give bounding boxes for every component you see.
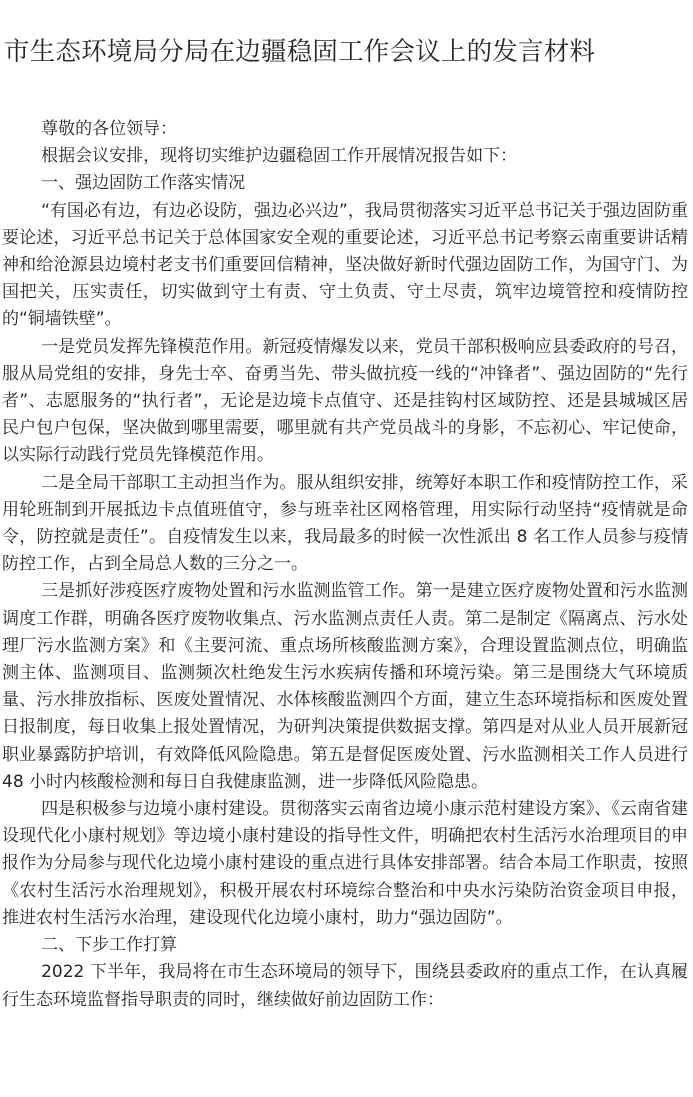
body-paragraph: “有国必有边，有边必设防，强边必兴边”，我局贯彻落实习近平总书记关于强边固防重要论述，习近平总书记关于总体国家安全观的重要论述，习近平总书记考察云南重要讲话精神和给沧源县边境村老支书们重要回信精神，坚决做好新时代强边固防工作，为国守门、为国把关，压实责任，切实做到守土有责、守土负责、守土尽责，筑牢边境管控和疫情防控的“铜墙铁壁”。 [2, 200, 688, 330]
body-paragraph: 三是抓好涉疫医疗废物处置和污水监测监管工作。第一是建立医疗废物处置和污水监测调度工作群，明确各医疗废物收集点、污水监测点责任人责。第二是制定《隔离点、污水处理厂污水监测方案》和《主要河流、重点场所核酸监测方案》，合理设置监测点位，明确监测主体、监测项目、监测频次杜绝发生污水疾病传播和环境污染。第三是围绕大气环境质量、污水排放指标、医废处置情况、水体核酸监测四个方面，建立生态环境指标和医废处置日报制度，每日收集上报处置情况，为研判决策提供数据支撑。第四是对从业人员开展新冠职业暴露防护培训，有效降低风险隐患。第五是督促医废处置、污水监测相关工作人员进行 48 小时内核酸检测和每日自我健康监测，进一步降低风险隐患。 [2, 581, 688, 792]
section-heading-1: 一、强边固防工作落实情况 [41, 173, 246, 194]
body-paragraph: 四是积极参与边境小康村建设。贯彻落实云南省边境小康示范村建设方案》、《云南省建设现代化小康村规划》等边境小康村建设的指导性文件，明确把农村生活污水治理项目的申报作为分局参与现代化边境小康村建设的重点进行具体安排部署。结合本局工作职责，按照《农村生活污水治理规划》，积极开展农村环境综合整治和中央水污染防治资金项目申报，推进农村生活污水治理，建设现代化边境小康村，助力“强边固防”。 [2, 799, 688, 928]
document-title: 市生态环境局分局在边疆稳固工作会议上的发言材料 [4, 37, 596, 67]
document-body [2, 116, 688, 1014]
body-paragraph: 2022 下半年，我局将在市生态环境局的领导下，围绕县委政府的重点工作，在认真履行生态环境监督指导职责的同时，继续做好前边固防工作： [2, 962, 688, 1010]
salutation: 尊敬的各位领导： [41, 119, 178, 139]
section-heading-2: 二、下步工作打算 [41, 935, 178, 956]
intro-paragraph: 根据会议安排，现将切实维护边疆稳固工作开展情况报告如下： [41, 146, 518, 167]
body-paragraph: 二是全局干部职工主动担当作为。服从组织安排，统筹好本职工作和疫情防控工作，采用轮班制到开展抵边卡点值班值守，参与班幸社区网格管理，用实际行动坚持“疫情就是命令，防控就是责任”。自疫情发生以来，我局最多的时候一次性派出 8 名工作人员参与疫情防控工作，占到全局总人数的三分之一。 [2, 472, 688, 575]
body-paragraph: 一是党员发挥先锋模范作用。新冠疫情爆发以来，党员干部积极响应县委政府的号召，服从局党组的安排，身先士卒、奋勇当先、带头做抗疫一线的“冲锋者”、强边固防的“先行者”、志愿服务的“执行者”，无论是边境卡点值守、还是挂钩村区域防控、还是县城城区居民户包户包保，坚决做到哪里需要，哪里就有共产党员战斗的身影，不忘初心、牢记使命，以实际行动践行党员先锋模范作用。 [2, 336, 688, 466]
